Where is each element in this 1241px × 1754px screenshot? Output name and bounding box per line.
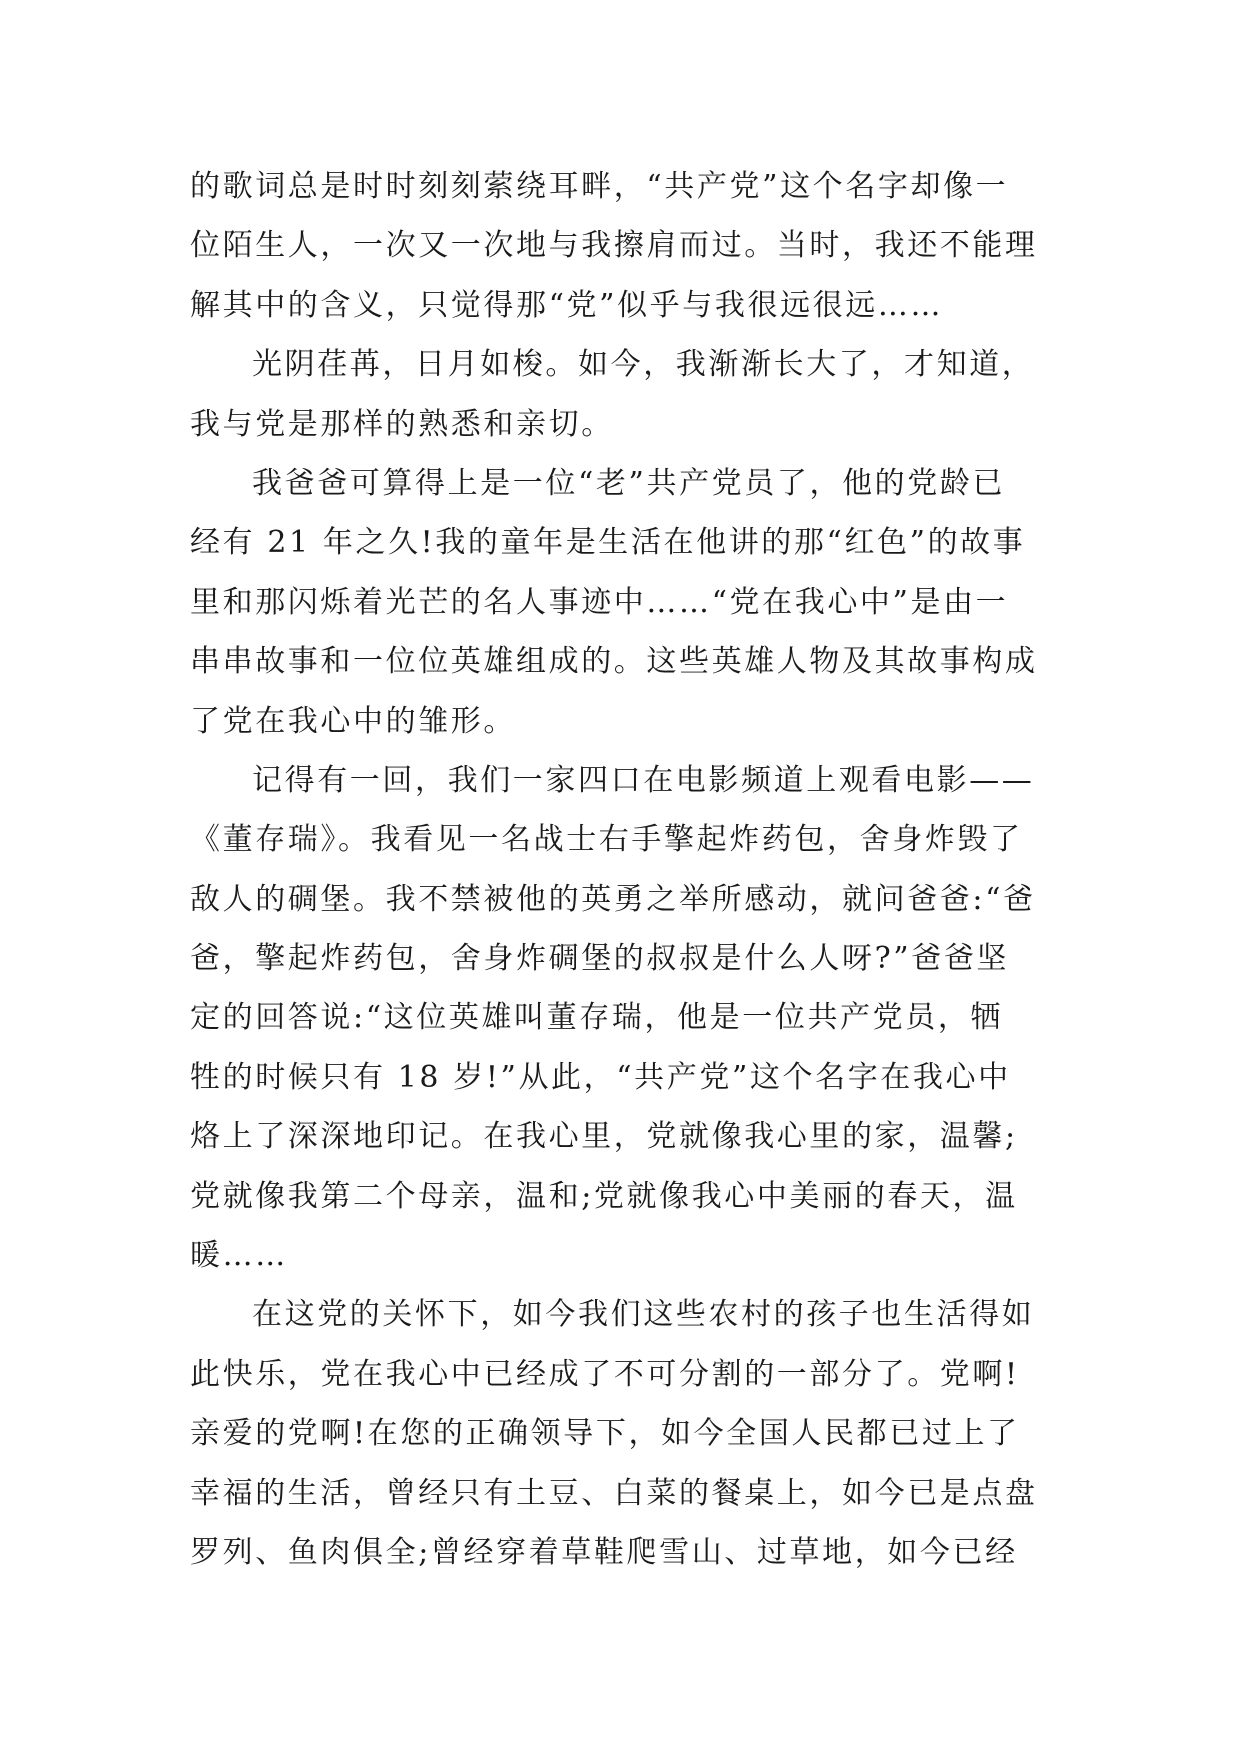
text-line: 此快乐，党在我心中已经成了不可分割的一部分了。党啊! <box>190 1356 1020 1392</box>
text-line: 串串故事和一位位英雄组成的。这些英雄人物及其故事构成 <box>190 644 1038 680</box>
paragraph-first-line: 在这党的关怀下，如今我们这些农村的孩子也生活得如 <box>252 1297 1035 1333</box>
text-line: 幸福的生活，曾经只有土豆、白菜的餐桌上，如今已是点盘 <box>190 1475 1038 1511</box>
text-line: 《董存瑞》。我看见一名战士右手擎起炸药包，舍身炸毁了 <box>190 822 1023 858</box>
paragraph-first-line: 记得有一回，我们一家四口在电影频道上观看电影—— <box>252 762 1035 798</box>
text-line: 了党在我心中的雏形。 <box>190 703 516 739</box>
article-body <box>190 157 1052 1582</box>
text-line: 罗列、鱼肉俱全;曾经穿着草鞋爬雪山、过草地，如今已经 <box>190 1534 1018 1570</box>
text-line: 牲的时候只有 18 岁!”从此，“共产党”这个名字在我心中 <box>190 1059 1011 1095</box>
text-line: 里和那闪烁着光芒的名人事迹中……“党在我心中”是由一 <box>190 584 1009 620</box>
text-line: 位陌生人，一次又一次地与我擦肩而过。当时，我还不能理 <box>190 228 1038 264</box>
paragraph-first-line: 光阴荏苒，日月如梭。如今，我渐渐长大了，才知道， <box>252 347 1035 383</box>
text-line: 爸，擎起炸药包，舍身炸碉堡的叔叔是什么人呀?”爸爸坚 <box>190 941 1010 977</box>
text-line: 暖…… <box>190 1238 288 1274</box>
text-line: 经有 21 年之久!我的童年是生活在他讲的那“红色”的故事 <box>190 525 1026 561</box>
text-line: 定的回答说:“这位英雄叫董存瑞，他是一位共产党员，牺 <box>190 1000 1004 1036</box>
text-line: 党就像我第二个母亲，温和;党就像我心中美丽的春天，温 <box>190 1178 1018 1214</box>
paragraph-first-line: 我爸爸可算得上是一位“老”共产党员了，他的党龄已 <box>252 465 1006 501</box>
text-line: 烙上了深深地印记。在我心里，党就像我心里的家，温馨; <box>190 1119 1018 1155</box>
text-line: 敌人的碉堡。我不禁被他的英勇之举所感动，就问爸爸:“爸 <box>190 881 1036 917</box>
text-line: 亲爱的党啊!在您的正确领导下，如今全国人民都已过上了 <box>190 1416 1020 1452</box>
text-line: 解其中的含义，只觉得那“党”似乎与我很远很远…… <box>190 287 944 323</box>
text-line: 的歌词总是时时刻刻萦绕耳畔，“共产党”这个名字却像一 <box>190 169 1009 204</box>
text-line: 我与党是那样的熟悉和亲切。 <box>190 406 614 442</box>
